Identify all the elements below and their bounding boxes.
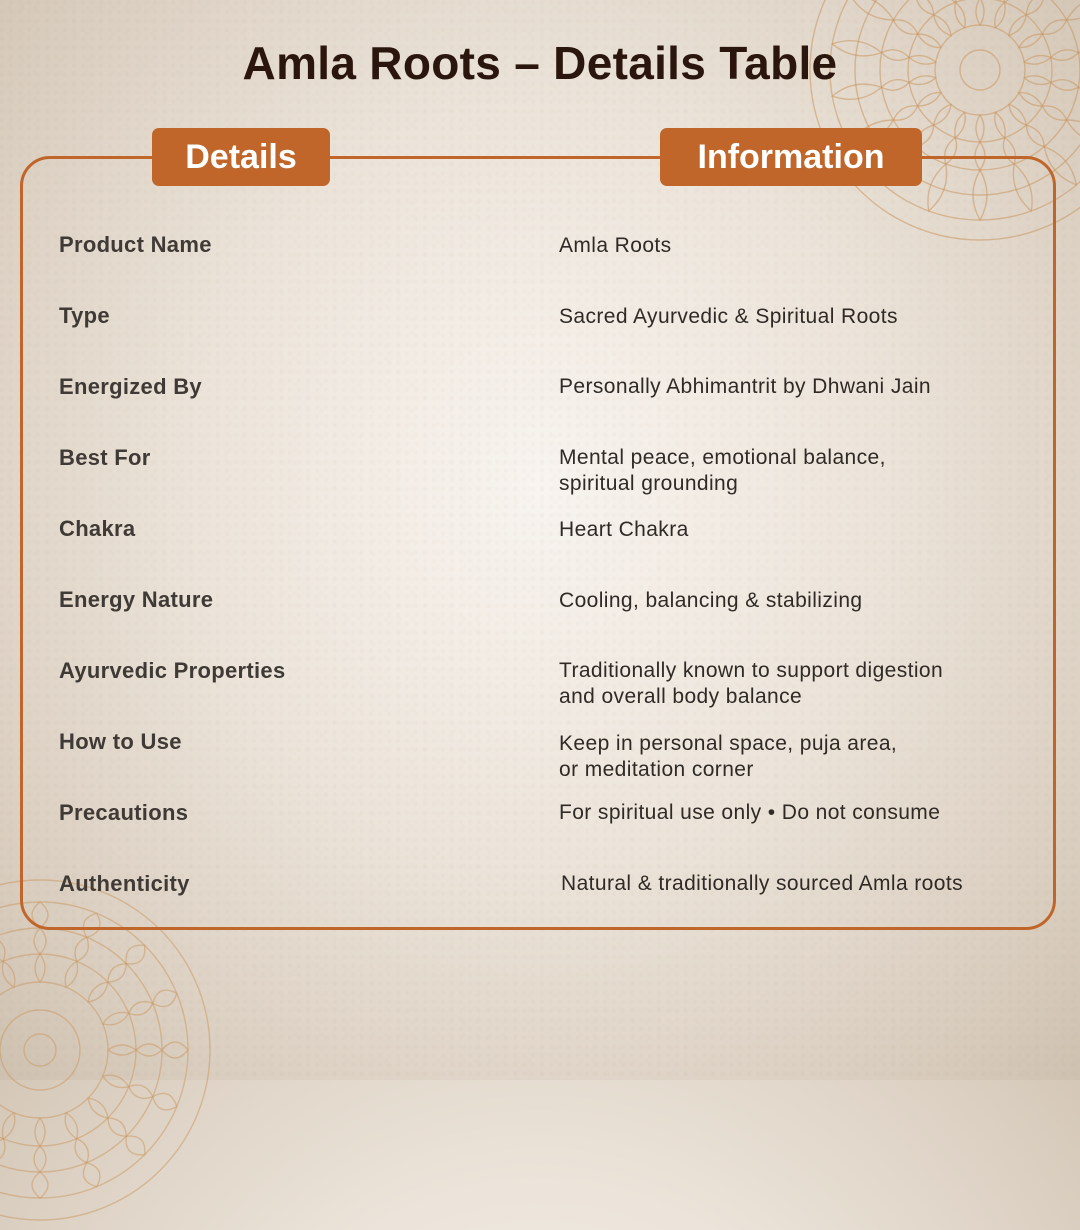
row-value: For spiritual use only • Do not consume — [559, 801, 941, 824]
table-row — [0, 800, 1080, 870]
row-value: Keep in personal space, puja area, or meditation corner — [559, 732, 898, 781]
row-value: Heart Chakra — [559, 518, 689, 541]
row-value: Mental peace, emotional balance, spiritual grounding — [559, 446, 886, 495]
row-value: Personally Abhimantrit by Dhwani Jain — [559, 375, 931, 398]
row-value: Natural & traditionally sourced Amla roots — [561, 872, 963, 895]
row-label: Chakra — [59, 516, 136, 541]
table-row — [0, 516, 1080, 586]
row-label: Energy Nature — [59, 587, 214, 612]
row-value: Cooling, balancing & stabilizing — [559, 589, 863, 612]
row-value: Amla Roots — [559, 234, 672, 257]
table-row — [0, 587, 1080, 657]
table-row — [0, 374, 1080, 444]
information-column-header: Information — [660, 128, 922, 186]
table-row — [0, 729, 1080, 799]
row-value: Traditionally known to support digestion and overall body balance — [559, 659, 944, 708]
row-label: Best For — [59, 445, 151, 470]
page-title: Amla Roots – Details Table — [242, 37, 838, 89]
row-label: How to Use — [59, 729, 182, 754]
details-column-header: Details — [152, 128, 330, 186]
row-label: Authenticity — [59, 871, 190, 896]
row-label: Precautions — [59, 800, 189, 825]
row-label: Type — [59, 303, 110, 328]
table-row — [0, 303, 1080, 373]
table-row — [0, 445, 1080, 515]
table-row — [0, 658, 1080, 728]
row-label: Product Name — [59, 232, 212, 257]
table-row — [0, 232, 1080, 302]
row-label: Energized By — [59, 374, 202, 399]
row-value: Sacred Ayurvedic & Spiritual Roots — [559, 305, 898, 328]
row-label: Ayurvedic Properties — [59, 658, 286, 683]
table-row — [0, 871, 1080, 941]
